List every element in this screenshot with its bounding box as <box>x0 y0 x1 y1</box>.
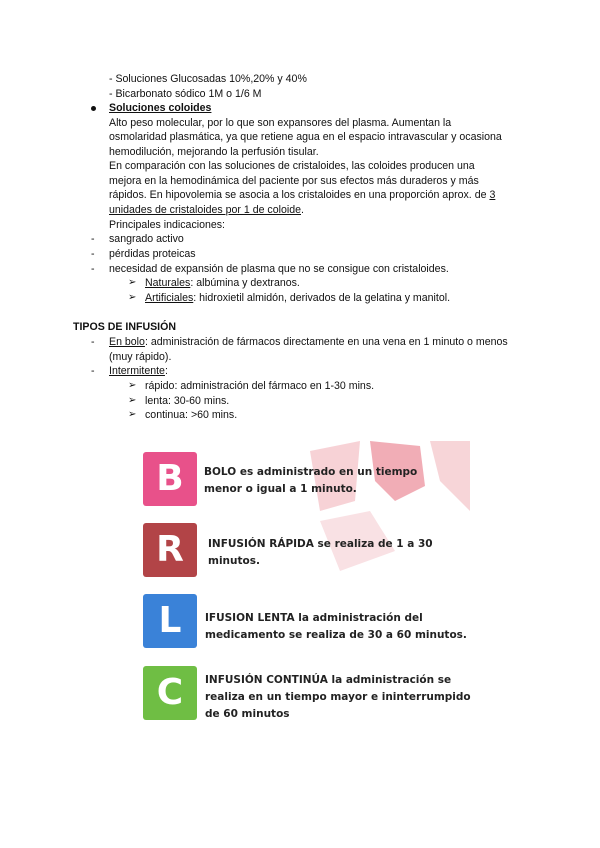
period: . <box>301 204 304 216</box>
tile-r-text-line: INFUSIÓN RÁPIDA se realiza de 1 a 30 <box>208 538 433 550</box>
dash-bullet: - <box>91 336 95 348</box>
paragraph-line: Alto peso molecular, por lo que son expansores del plasma. Aumentan la <box>109 117 452 129</box>
item-text: : administración de fármacos directamente en una vena en 1 minuto o menos <box>144 336 508 348</box>
paragraph-line <box>109 203 304 218</box>
paragraph-line: mejora en la hemodinámica del paciente por sus efectos más duraderos y más <box>109 175 479 187</box>
arrow-bullet-icon: ➢ <box>128 277 137 288</box>
sub-item-label: Artificiales <box>145 292 194 304</box>
item-label: Intermitente <box>109 365 165 377</box>
sub-item-text: : albúmina y dextranos. <box>190 277 300 289</box>
section-heading-infusion: TIPOS DE INFUSIÓN <box>73 321 177 333</box>
sub-list-item <box>145 276 300 291</box>
list-item: pérdidas proteicas <box>109 248 196 260</box>
list-item-glucosadas: - Soluciones Glucosadas 10%,20% y 40% <box>109 73 307 85</box>
paragraph-line: osmolaridad plasmática, ya que retiene agua en el espacio intravascular y ocasiona <box>109 131 502 143</box>
arrow-bullet-icon: ➢ <box>128 409 137 420</box>
arrow-bullet-icon: ➢ <box>128 380 137 391</box>
arrow-bullet-icon: ➢ <box>128 395 137 406</box>
sub-list-item: lenta: 30-60 mins. <box>145 395 230 407</box>
tile-c-text-line: INFUSIÓN CONTINÚA la administración se <box>205 674 452 686</box>
list-item-bicarbonato: - Bicarbonato sódico 1M o 1/6 M <box>109 88 262 100</box>
sub-list-item <box>145 291 450 306</box>
tile-c-icon: C <box>143 666 197 720</box>
indications-label: Principales indicaciones: <box>109 219 226 231</box>
colon: : <box>164 365 168 377</box>
tile-l-text-line: medicamento se realiza de 30 a 60 minutos. <box>205 629 467 641</box>
dash-bullet: - <box>91 248 95 260</box>
sub-item-label: Naturales <box>145 277 191 289</box>
paragraph-line: En comparación con las soluciones de cristaloides, las coloides producen una <box>109 160 475 172</box>
item-label: En bolo <box>109 336 145 348</box>
paragraph-line <box>109 188 495 203</box>
bullet-dot <box>91 106 96 111</box>
section-heading-coloides: Soluciones coloides <box>109 102 212 114</box>
tile-l-icon: L <box>143 594 197 648</box>
dash-bullet: - <box>91 233 95 245</box>
tile-r-text-line: minutos. <box>208 555 260 567</box>
list-item: necesidad de expansión de plasma que no se consigue con cristaloides. <box>109 263 449 275</box>
tile-r-icon: R <box>143 523 197 577</box>
sub-item-text: : hidroxietil almidón, derivados de la gelatina y manitol. <box>193 292 451 304</box>
tile-l-text-line: IFUSION LENTA la administración del <box>205 612 423 624</box>
list-item: sangrado activo <box>109 233 184 245</box>
tile-b-icon: B <box>143 452 197 506</box>
sub-list-item: continua: >60 mins. <box>145 409 238 421</box>
paragraph-line: hemodilución, mejorando la perfusión tisular. <box>109 146 319 158</box>
list-item-continuation: (muy rápido). <box>109 351 172 363</box>
ratio-number: 3 <box>489 189 496 201</box>
tile-c-text-line: realiza en un tiempo mayor e ininterrumpido <box>205 691 471 703</box>
list-item <box>109 364 168 379</box>
dash-bullet: - <box>91 365 95 377</box>
paragraph-text: rápidos. En hipovolemia se asocia a los cristaloides en una proporción aprox. de <box>109 189 487 201</box>
ratio-text: unidades de cristaloides por 1 de coloide <box>109 204 301 216</box>
tile-b-text-line: menor o igual a 1 minuto. <box>204 483 357 495</box>
sub-list-item: rápido: administración del fármaco en 1-30 mins. <box>145 380 375 392</box>
tile-c-text-line: de 60 minutos <box>205 708 290 720</box>
arrow-bullet-icon: ➢ <box>128 292 137 303</box>
tile-b-text-line: BOLO es administrado en un tiempo <box>204 466 418 478</box>
list-item <box>109 335 508 350</box>
watermark-graphic <box>300 441 470 581</box>
dash-bullet: - <box>91 263 95 275</box>
